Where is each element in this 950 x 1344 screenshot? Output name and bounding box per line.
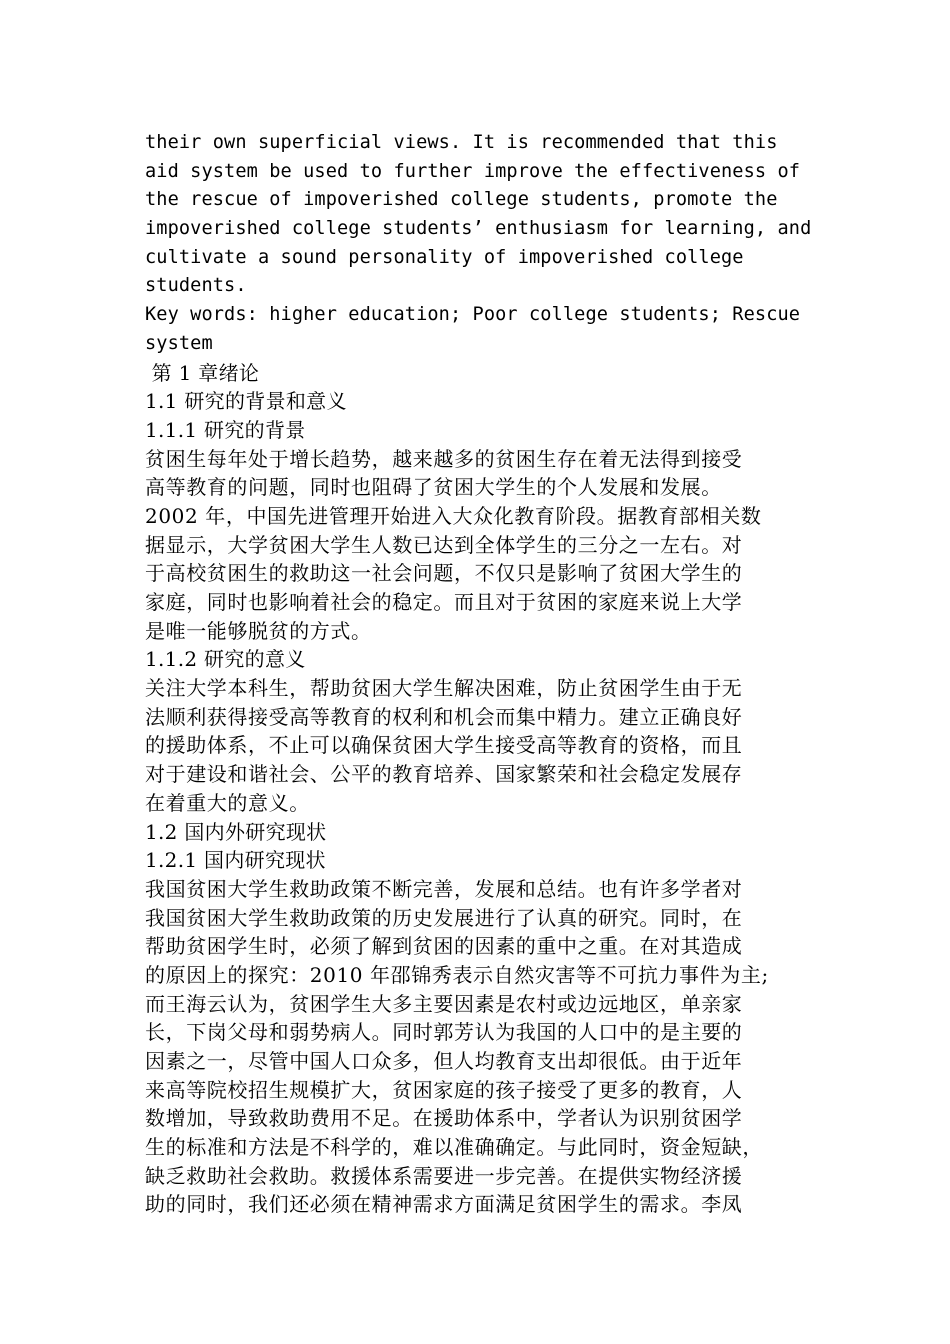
paragraph-line: 据显示，大学贫困大学生人数已达到全体学生的三分之一左右。对 <box>145 532 743 557</box>
section-heading-1-1: 1.1 研究的背景和意义 <box>145 389 347 414</box>
paragraph-line: 家庭，同时也影响着社会的稳定。而且对于贫困的家庭来说上大学 <box>145 590 743 614</box>
significance-paragraph <box>145 674 810 817</box>
paragraph-line: 我国贫困大学生救助政策的历史发展进行了认真的研究。同时，在 <box>145 905 743 930</box>
domestic-research-paragraph <box>145 875 810 1219</box>
chapter-title: 第 1 章绪论 <box>145 360 260 385</box>
abstract-line: impoverished college students’ enthusiasm for learning, and <box>145 218 812 240</box>
paragraph-line: 是唯一能够脱贫的方式。 <box>145 618 372 643</box>
paragraph-line: 我国贫困大学生救助政策不断完善，发展和总结。也有许多学者对 <box>145 876 743 901</box>
abstract-line: the rescue of impoverished college students, promote the <box>145 189 778 211</box>
abstract-line: aid system be used to further improve the effectiveness of <box>145 160 801 182</box>
section-heading-1-1-2: 1.1.2 研究的意义 <box>145 647 306 672</box>
background-paragraph <box>145 445 810 646</box>
paragraph-line: 关注大学本科生，帮助贫困大学生解决困难，防止贫困学生由于无 <box>145 676 743 701</box>
paragraph-line: 帮助贫困学生时，必须了解到贫困的因素的重中之重。在对其造成 <box>145 934 743 959</box>
abstract-line: students. <box>145 275 247 297</box>
abstract-line: cultivate a sound personality of impoverished college <box>145 246 744 268</box>
abstract-line: their own superficial views. It is recommended that this <box>145 132 778 153</box>
paragraph-line: 来高等院校招生规模扩大，贫困家庭的孩子接受了更多的教育，人 <box>145 1077 743 1102</box>
paragraph-line: 的原因上的探究：2010 年邵锦秀表示自然灾害等不可抗力事件为主; <box>145 962 769 987</box>
paragraph-line: 贫困生每年处于增长趋势，越来越多的贫困生存在着无法得到接受 <box>145 446 743 471</box>
paragraph-line: 对于建设和谐社会、公平的教育培养、国家繁荣和社会稳定发展存 <box>145 762 743 787</box>
paragraph-line: 高等教育的问题，同时也阻碍了贫困大学生的个人发展和发展。 <box>145 475 722 500</box>
paragraph-line: 的援助体系，不止可以确保贫困大学生接受高等教育的资格，而且 <box>145 733 743 758</box>
paragraph-line: 于高校贫困生的救助这一社会问题，不仅只是影响了贫困大学生的 <box>145 561 743 586</box>
paragraph-line: 缺乏救助社会救助。救援体系需要进一步完善。在提供实物经济援 <box>145 1163 743 1188</box>
section-heading-1-2-1: 1.2.1 国内研究现状 <box>145 848 326 873</box>
paragraph-line: 而王海云认为，贫困学生大多主要因素是农村或边远地区，单亲家 <box>145 991 743 1016</box>
paragraph-line: 数增加，导致救助费用不足。在援助体系中，学者认为识别贫困学 <box>145 1106 743 1131</box>
paragraph-line: 助的同时，我们还必须在精神需求方面满足贫困学生的需求。李凤 <box>145 1192 743 1217</box>
section-heading-1-1-1: 1.1.1 研究的背景 <box>145 417 306 442</box>
abstract-paragraph <box>145 129 810 301</box>
keywords-line: Key words: higher education; Poor college students; Rescue <box>145 304 801 326</box>
paragraph-line: 法顺利获得接受高等教育的权利和机会而集中精力。建立正确良好 <box>145 704 743 729</box>
keywords-line: system <box>145 332 213 354</box>
document-page <box>145 129 810 1219</box>
paragraph-line: 因素之一，尽管中国人口众多，但人均教育支出却很低。由于近年 <box>145 1049 743 1073</box>
section-heading-1-2: 1.2 国内外研究现状 <box>145 819 327 844</box>
keywords-paragraph <box>145 301 810 358</box>
paragraph-line: 在着重大的意义。 <box>145 790 310 815</box>
paragraph-line: 2002 年，中国先进管理开始进入大众化教育阶段。据教育部相关数 <box>145 503 762 528</box>
paragraph-line: 生的标准和方法是不科学的，难以准确确定。与此同时，资金短缺， <box>145 1135 763 1160</box>
paragraph-line: 长，下岗父母和弱势病人。同时郭芳认为我国的人口中的是主要的 <box>145 1020 743 1045</box>
